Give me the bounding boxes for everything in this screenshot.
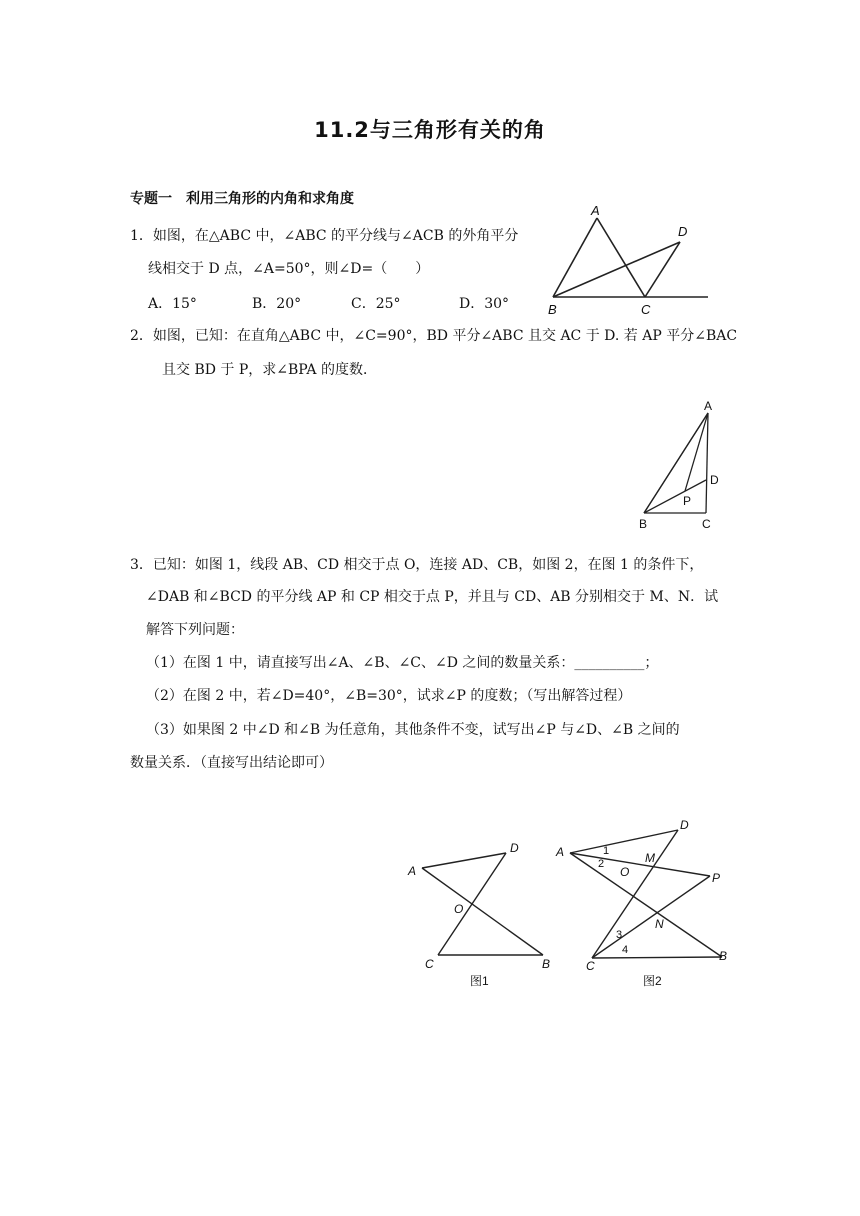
fig2-angle-4: 4: [622, 944, 629, 956]
fig1-line-dc: [438, 853, 506, 955]
q1-option-c: C．25°: [351, 296, 401, 312]
page-title: 11.2与三角形有关的角: [314, 118, 546, 142]
q2-line-bd: [644, 480, 706, 513]
q2-label-p: P: [683, 494, 692, 508]
q2-line-ac: [706, 413, 708, 513]
q2-text-line2: 且交 BD 于 P，求∠BPA 的度数．: [162, 362, 377, 378]
q3-sub3-line1: （3）如果图 2 中∠D 和∠B 为任意角，其他条件不变，试写出∠P 与∠D、∠B 之间的: [146, 722, 680, 738]
fig2-angle-2: 2: [598, 858, 605, 870]
fig1-line-ab: [422, 868, 543, 955]
q1-label-d: D: [678, 224, 688, 239]
fig2-line-cb: [592, 957, 722, 958]
fig2-label-p: P: [712, 871, 721, 885]
fig1-line-ad: [422, 853, 506, 868]
q1-label-a: A: [591, 203, 600, 218]
q1-text-line2: 线相交于 D 点，∠A=50°，则∠D=（ ）: [148, 261, 430, 277]
q2-label-a: A: [704, 399, 713, 413]
fig1-label-c: C: [425, 957, 434, 971]
fig2-line-ab: [570, 853, 722, 957]
q2-line-ap: [685, 413, 708, 491]
fig2-line-ad: [570, 830, 678, 853]
fig1-label-d: D: [510, 841, 519, 855]
q1-line-ba: [553, 218, 597, 297]
q1-option-a: A．15°: [148, 296, 197, 312]
fig1-label-a: A: [408, 864, 417, 878]
fig2-label-a: A: [556, 845, 565, 859]
q1-figure: [540, 200, 715, 320]
fig2-label-c: C: [586, 959, 595, 973]
q1-option-b: B．20°: [252, 296, 302, 312]
fig2-label-o: O: [620, 865, 630, 879]
q3-figure-1: [400, 835, 565, 995]
fig2-angle-1: 1: [603, 845, 610, 857]
q2-label-d: D: [710, 473, 719, 487]
q2-text-line1: 2．如图，已知：在直角△ABC 中，∠C=90°，BD 平分∠ABC 且交 AC 于 D. 若 AP 平分∠BAC: [130, 328, 738, 344]
q1-option-d: D．30°: [459, 296, 510, 312]
q3-sub1: （1）在图 1 中，请直接写出∠A、∠B、∠C、∠D 之间的数量关系：__________；: [146, 655, 659, 671]
fig2-line-ap: [570, 853, 710, 876]
fig2-caption: 图2: [643, 974, 662, 988]
fig2-label-n: N: [655, 917, 664, 931]
q2-label-c: C: [702, 517, 711, 531]
section-heading: 专题一 利用三角形的内角和求角度: [130, 191, 354, 207]
fig2-label-m: M: [645, 851, 655, 865]
q2-label-b: B: [639, 517, 648, 531]
q3-sub2: （2）在图 2 中，若∠D=40°，∠B=30°，试求∠P 的度数；（写出解答过程）: [146, 688, 632, 704]
q3-text-line2: ∠DAB 和∠BCD 的平分线 AP 和 CP 相交于点 P，并且与 CD、AB 分别相交于 M、N．试: [146, 589, 719, 605]
q3-figure-2: [550, 810, 740, 995]
fig2-line-cp: [592, 876, 710, 958]
q1-line-ac: [597, 218, 645, 297]
q3-sub3-line2: 数量关系．（直接写出结论即可）: [130, 755, 333, 771]
fig1-caption: 图1: [470, 974, 489, 988]
fig2-label-d: D: [680, 818, 689, 832]
q2-figure: [630, 395, 730, 535]
q1-label-b: B: [548, 302, 557, 317]
fig2-label-b: B: [719, 949, 728, 963]
fig1-label-o: O: [454, 902, 464, 916]
q1-label-c: C: [641, 302, 651, 317]
q3-text-line3: 解答下列问题：: [146, 622, 244, 638]
fig1-label-b: B: [542, 957, 551, 971]
fig2-angle-3: 3: [616, 929, 623, 941]
q1-text-line1: 1．如图，在△ABC 中，∠ABC 的平分线与∠ACB 的外角平分: [130, 228, 519, 244]
q3-text-line1: 3．已知：如图 1，线段 AB、CD 相交于点 O，连接 AD、CB，如图 2，在图 1 的条件下，: [130, 557, 704, 573]
